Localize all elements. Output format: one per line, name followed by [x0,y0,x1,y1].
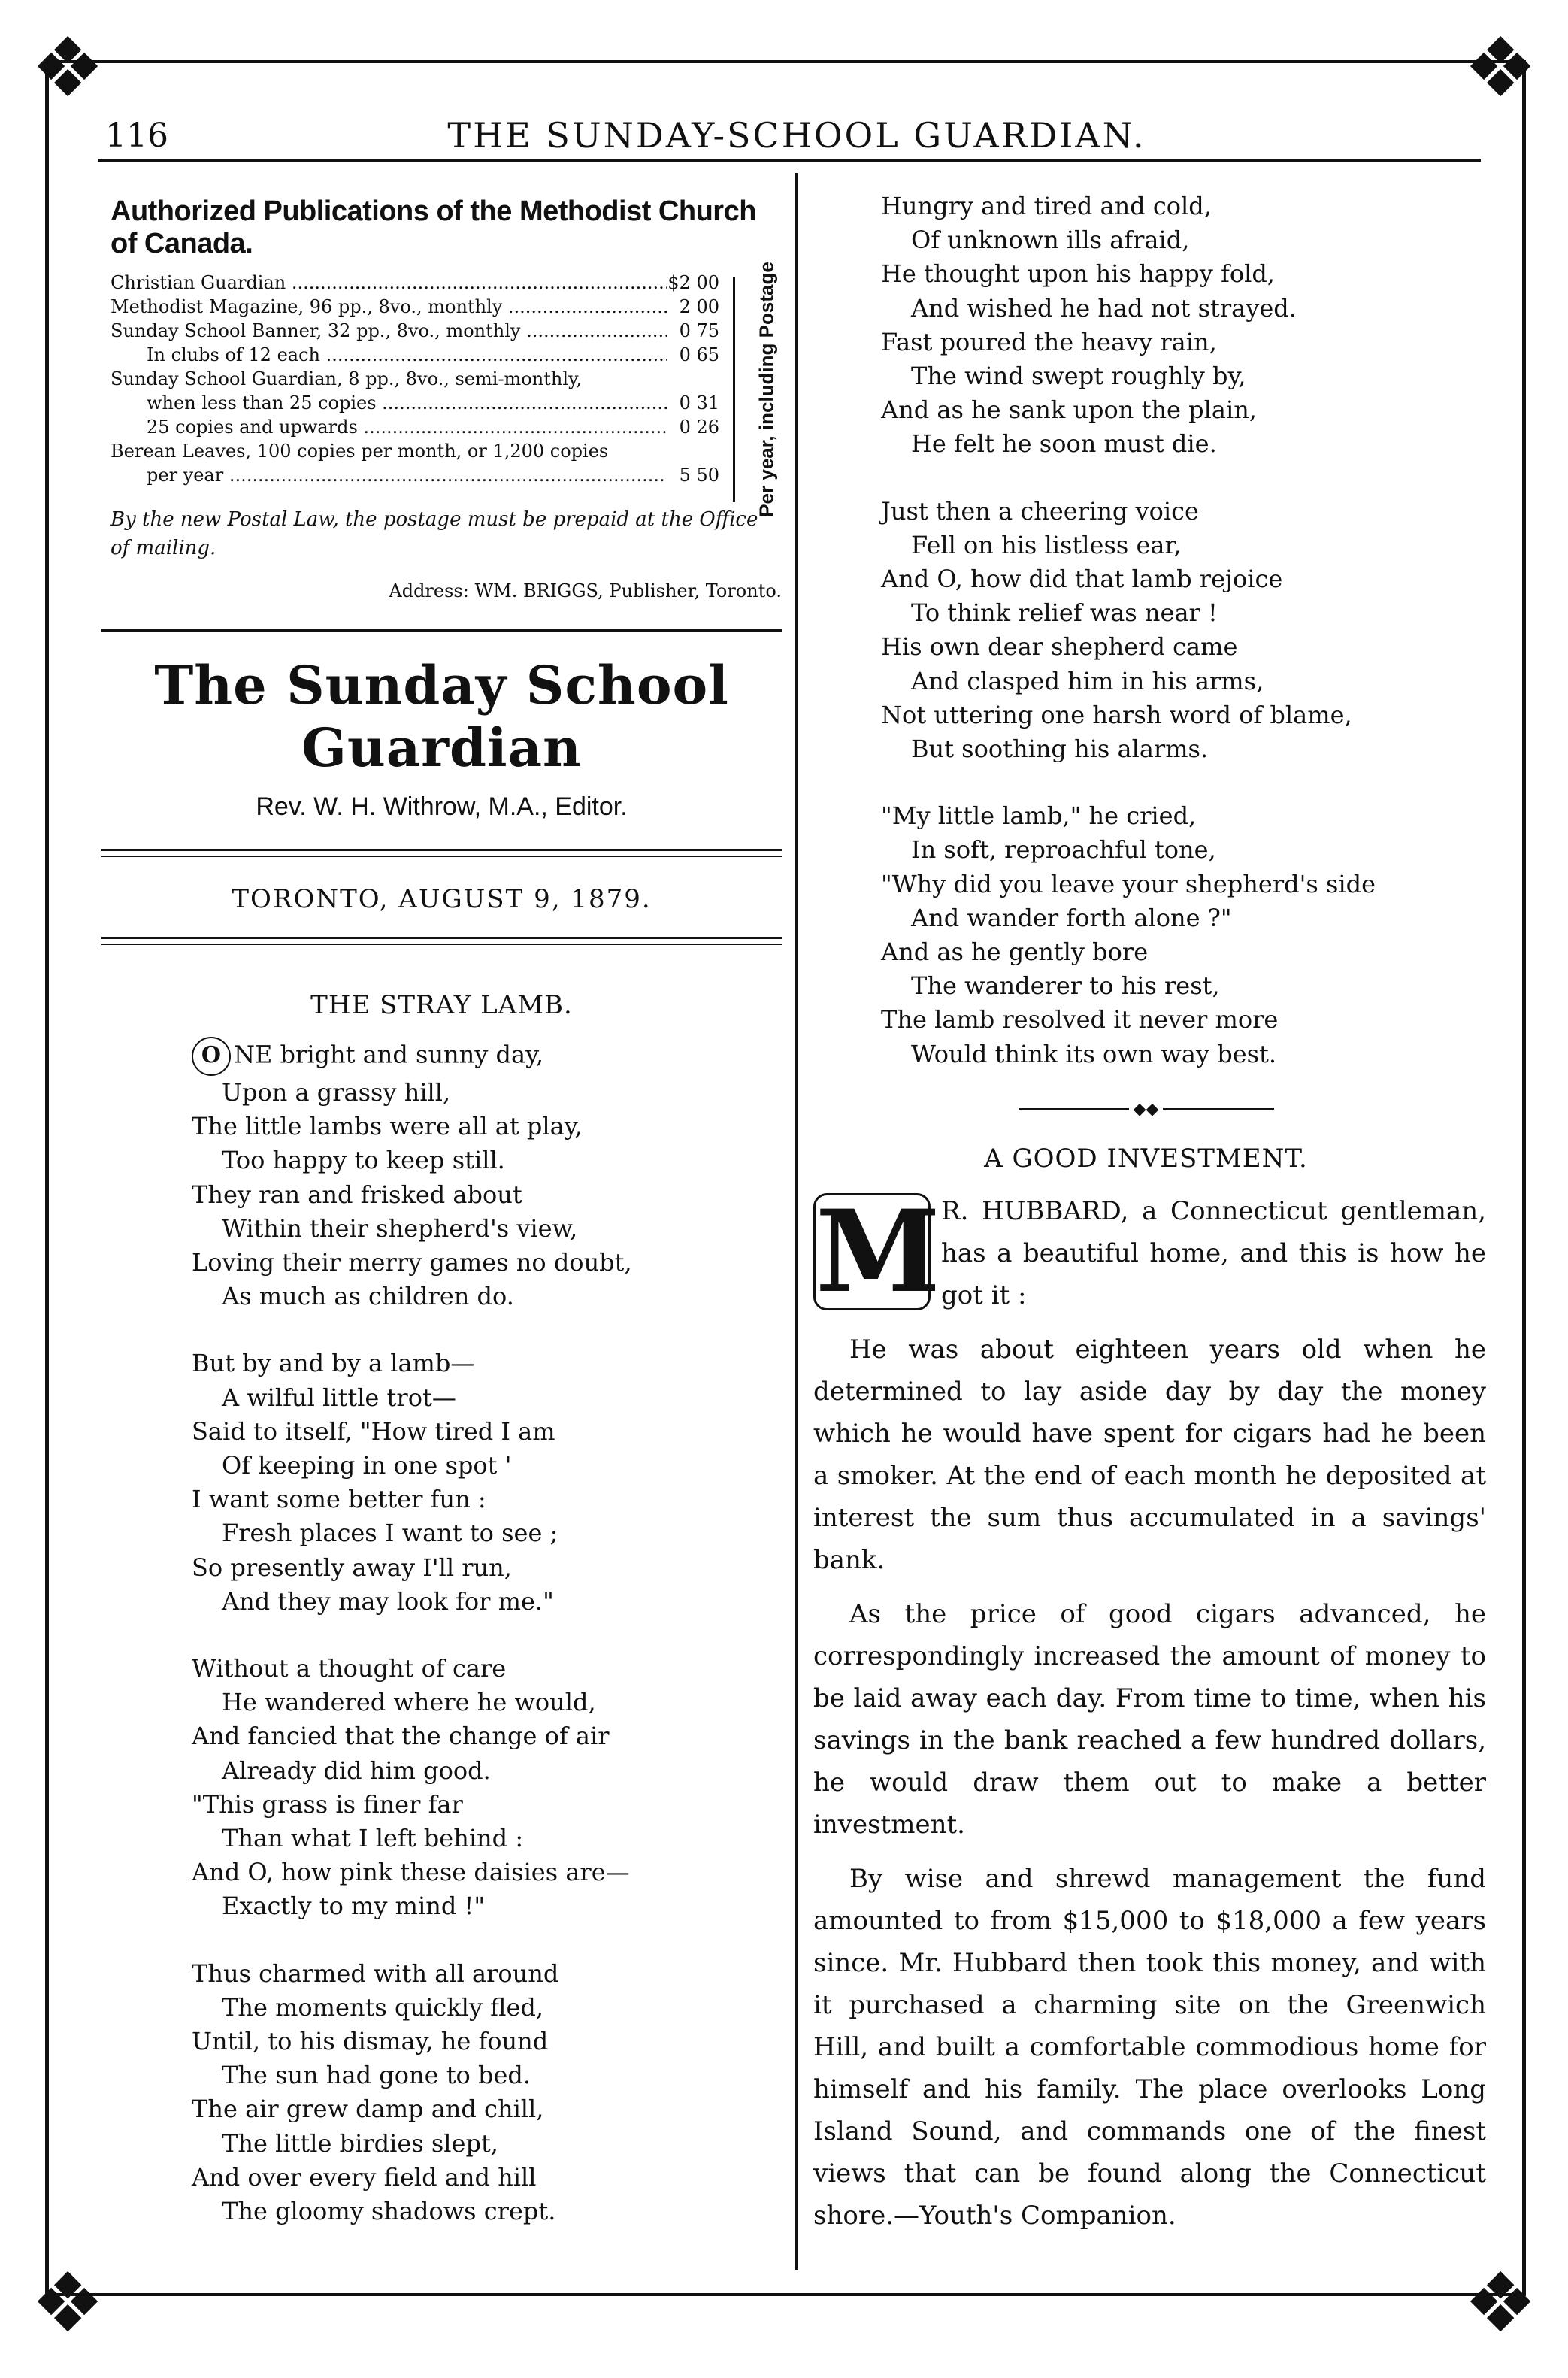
price-amount: $2 00 [667,272,719,293]
column-divider [795,173,798,2270]
poem-line: Upon a grassy hill, [222,1078,451,1107]
poem-line: And wander forth alone ?" [911,903,1232,932]
poem-line: Fresh places I want to see ; [222,1519,558,1548]
corner-ornament-icon: ❖ [1463,20,1538,116]
corner-ornament-icon: ❖ [30,2255,105,2351]
page-number: 116 [105,117,168,155]
poem-line: And O, how did that lamb rejoice [881,565,1283,594]
poem-line: Hungry and tired and cold, [881,192,1212,220]
poem-first-line: NE bright and sunny day, [234,1040,544,1069]
stanza [881,799,1486,1071]
frame-bottom-rule [45,2293,1526,2296]
price-row [110,341,719,365]
corner-ornament-icon: ❖ [30,20,105,116]
poem-line: "My little lamb," he cried, [881,801,1197,831]
article-paragraph-text: R. HUBBARD, a Connecticut gentleman, has a beautiful home, and this is how he got it : [941,1195,1486,1310]
price-label: 25 copies and upwards ..... [110,417,667,438]
poem-line: His own dear shepherd came [881,632,1238,662]
poem-line: "This grass is finer far [192,1789,463,1819]
price-label: when less than 25 copies ..... [110,392,667,413]
ornament-icon: ◆◆ [1129,1100,1164,1119]
price-amount: 0 75 [679,320,719,341]
running-title: THE SUNDAY-SCHOOL GUARDIAN. [447,115,1146,156]
poem-line: They ran and frisked about [192,1180,522,1209]
double-rule [101,937,782,945]
poem-line: And clasped him in his arms, [911,666,1264,695]
stanza [192,1652,782,1924]
poem-line: And as he sank upon the plain, [881,395,1257,425]
running-head [105,109,1488,162]
price-table [110,262,778,517]
corner-ornament-icon: ❖ [1463,2255,1538,2351]
price-row [110,317,719,341]
stanza [192,1347,782,1619]
price-label: Methodist Magazine, 96 pp., 8vo., monthly ..... [110,296,667,317]
poem-line: Thus charmed with all around [192,1958,559,1988]
poem-line: Of keeping in one spot ' [222,1451,512,1480]
poem-line: He felt he soon must die. [911,429,1217,459]
poem-left [192,1037,782,2228]
poem-line: In soft, reproachful tone, [911,835,1216,865]
price-row [110,365,719,389]
poem-line: And as he gently bore [881,938,1149,967]
poem-line: Said to itself, "How tired I am [192,1416,555,1446]
price-label: Sunday School Guardian, 8 pp., 8vo., semi-monthly, [110,368,582,389]
editor-credit: Rev. W. H. Withrow, M.A., Editor. [256,792,628,821]
price-row [110,413,719,438]
price-row [110,269,719,293]
price-label: per year ..... [110,465,667,486]
price-label: Berean Leaves, 100 copies per month, or 1,200 copies [110,441,609,462]
stanza [881,189,1486,462]
price-amount: 0 65 [679,344,719,365]
article-paragraph [813,1185,1486,1318]
poem-line: Exactly to my mind !" [222,1892,486,1921]
publisher-address: Address: WM. BRIGGS, Publisher, Toronto. [389,580,782,601]
head-rule [98,159,1481,162]
stanza [192,1076,782,1313]
price-amount: 5 50 [679,465,719,486]
poem-line: "Why did you leave your shepherd's side [881,869,1376,898]
poem-line: Loving their merry games no doubt, [192,1248,632,1277]
poem-line: And wished he had not strayed. [911,293,1297,323]
poem-line: Of unknown ills afraid, [911,226,1190,255]
price-row [110,293,719,317]
poem-line: To think relief was near ! [911,598,1218,628]
price-row [110,438,719,462]
poem-line: The lamb resolved it never more [881,1005,1279,1035]
price-label: Christian Guardian ..... [110,272,667,293]
price-amount: 2 00 [679,296,719,317]
ornament-rule [1019,1100,1274,1118]
poem-line: The sun had gone to bed. [222,2061,531,2090]
masthead-title: The Sunday School Guardian [154,654,729,779]
dropcap: O [192,1037,231,1076]
poem-line: But by and by a lamb— [192,1349,475,1378]
poem-line: Not uttering one harsh word of blame, [881,700,1352,729]
stanza [192,1957,782,2229]
poem-line: Without a thought of care [192,1654,507,1683]
poem-line: And O, how pink these daisies are— [192,1858,630,1887]
poem-line: Fell on his listless ear, [911,530,1182,559]
poem-line: Within their shepherd's view, [222,1213,578,1243]
section-rule [101,629,782,632]
publications-heading: Authorized Publications of the Methodist Church of Canada. [110,195,756,259]
poem-line: I want some better fun : [192,1485,486,1514]
poem-line: Too happy to keep still. [222,1146,505,1175]
poem-line: But soothing his alarms. [911,735,1209,764]
dateline: TORONTO, AUGUST 9, 1879. [232,884,652,914]
poem-line: Would think its own way best. [911,1039,1277,1068]
poem-line: And over every field and hill [192,2162,537,2192]
price-amount: 0 26 [679,417,719,438]
poem-line: And they may look for me." [222,1586,554,1616]
poem-line: The little birdies slept, [222,2128,498,2158]
poem-line: Already did him good. [222,1755,491,1785]
postal-law-note: By the new Postal Law, the postage must be prepaid at the Office of mailing. [110,508,758,559]
article-dropcap: M [813,1193,931,1310]
article-paragraph: As the price of good cigars advanced, he correspondingly increased the amount of money to be laid away each day. From time to time, when his savings in the bank reached a few hundred dollars, he would draw them out to make a better investment. [813,1598,1486,1840]
poem-line: As much as children do. [222,1282,514,1311]
poem-line: The gloomy shadows crept. [222,2197,556,2226]
double-rule [101,849,782,857]
poem-line: Until, to his dismay, he found [192,2027,549,2056]
poem-line [192,1037,782,1076]
poem-line: He wandered where he would, [222,1688,596,1717]
poem-line: Fast poured the heavy rain, [881,327,1217,356]
poem-line: A wilful little trot— [222,1383,456,1412]
poem-line: And fancied that the change of air [192,1722,610,1751]
poem-title: THE STRAY LAMB. [310,990,573,1020]
article-body [813,1185,1486,2237]
poem-line: Just then a cheering voice [881,496,1199,526]
poem-right [881,189,1486,1071]
price-amount: 0 31 [679,392,719,413]
postage-note: Per year, including Postage [755,262,778,517]
poem-line: The moments quickly fled, [222,1992,544,2022]
right-column [806,173,1486,2237]
poem-line: The little lambs were all at play, [192,1112,583,1141]
article-title: A GOOD INVESTMENT. [984,1143,1308,1174]
article-paragraph: By wise and shrewd management the fund amounted to from $15,000 to $18,000 a few years since. Mr. Hubbard then took this money, and with it purchased a charming site on the Greenwich Hill, and built a comfortable commodious home for himself and his family. The place overlooks Long Island Sound, and commands one of the finest views that can be found along the Connecticut shore.—Youth's Companion. [813,1863,1486,2231]
postage-bracket [733,262,788,517]
poem-line: The wanderer to his rest, [911,971,1220,1001]
poem-line: So presently away I'll run, [192,1553,512,1582]
poem-line: The wind swept roughly by, [911,362,1246,391]
poem-line: He thought upon his happy fold, [881,259,1275,289]
stanza [881,495,1486,767]
price-label: Sunday School Banner, 32 pp., 8vo., monthly ..... [110,320,667,341]
poem-line: Than what I left behind : [222,1824,524,1853]
article-paragraph: He was about eighteen years old when he determined to lay aside day by day the money which he would have spent for cigars had he been a smoker. At the end of each month he deposited at interest the sum thus accumulated in a savings' bank. [813,1334,1486,1575]
poem-line: The air grew damp and chill, [192,2095,544,2124]
price-label: In clubs of 12 each ..... [110,344,667,365]
price-row [110,462,719,486]
price-row [110,389,719,413]
left-column [101,173,782,2261]
